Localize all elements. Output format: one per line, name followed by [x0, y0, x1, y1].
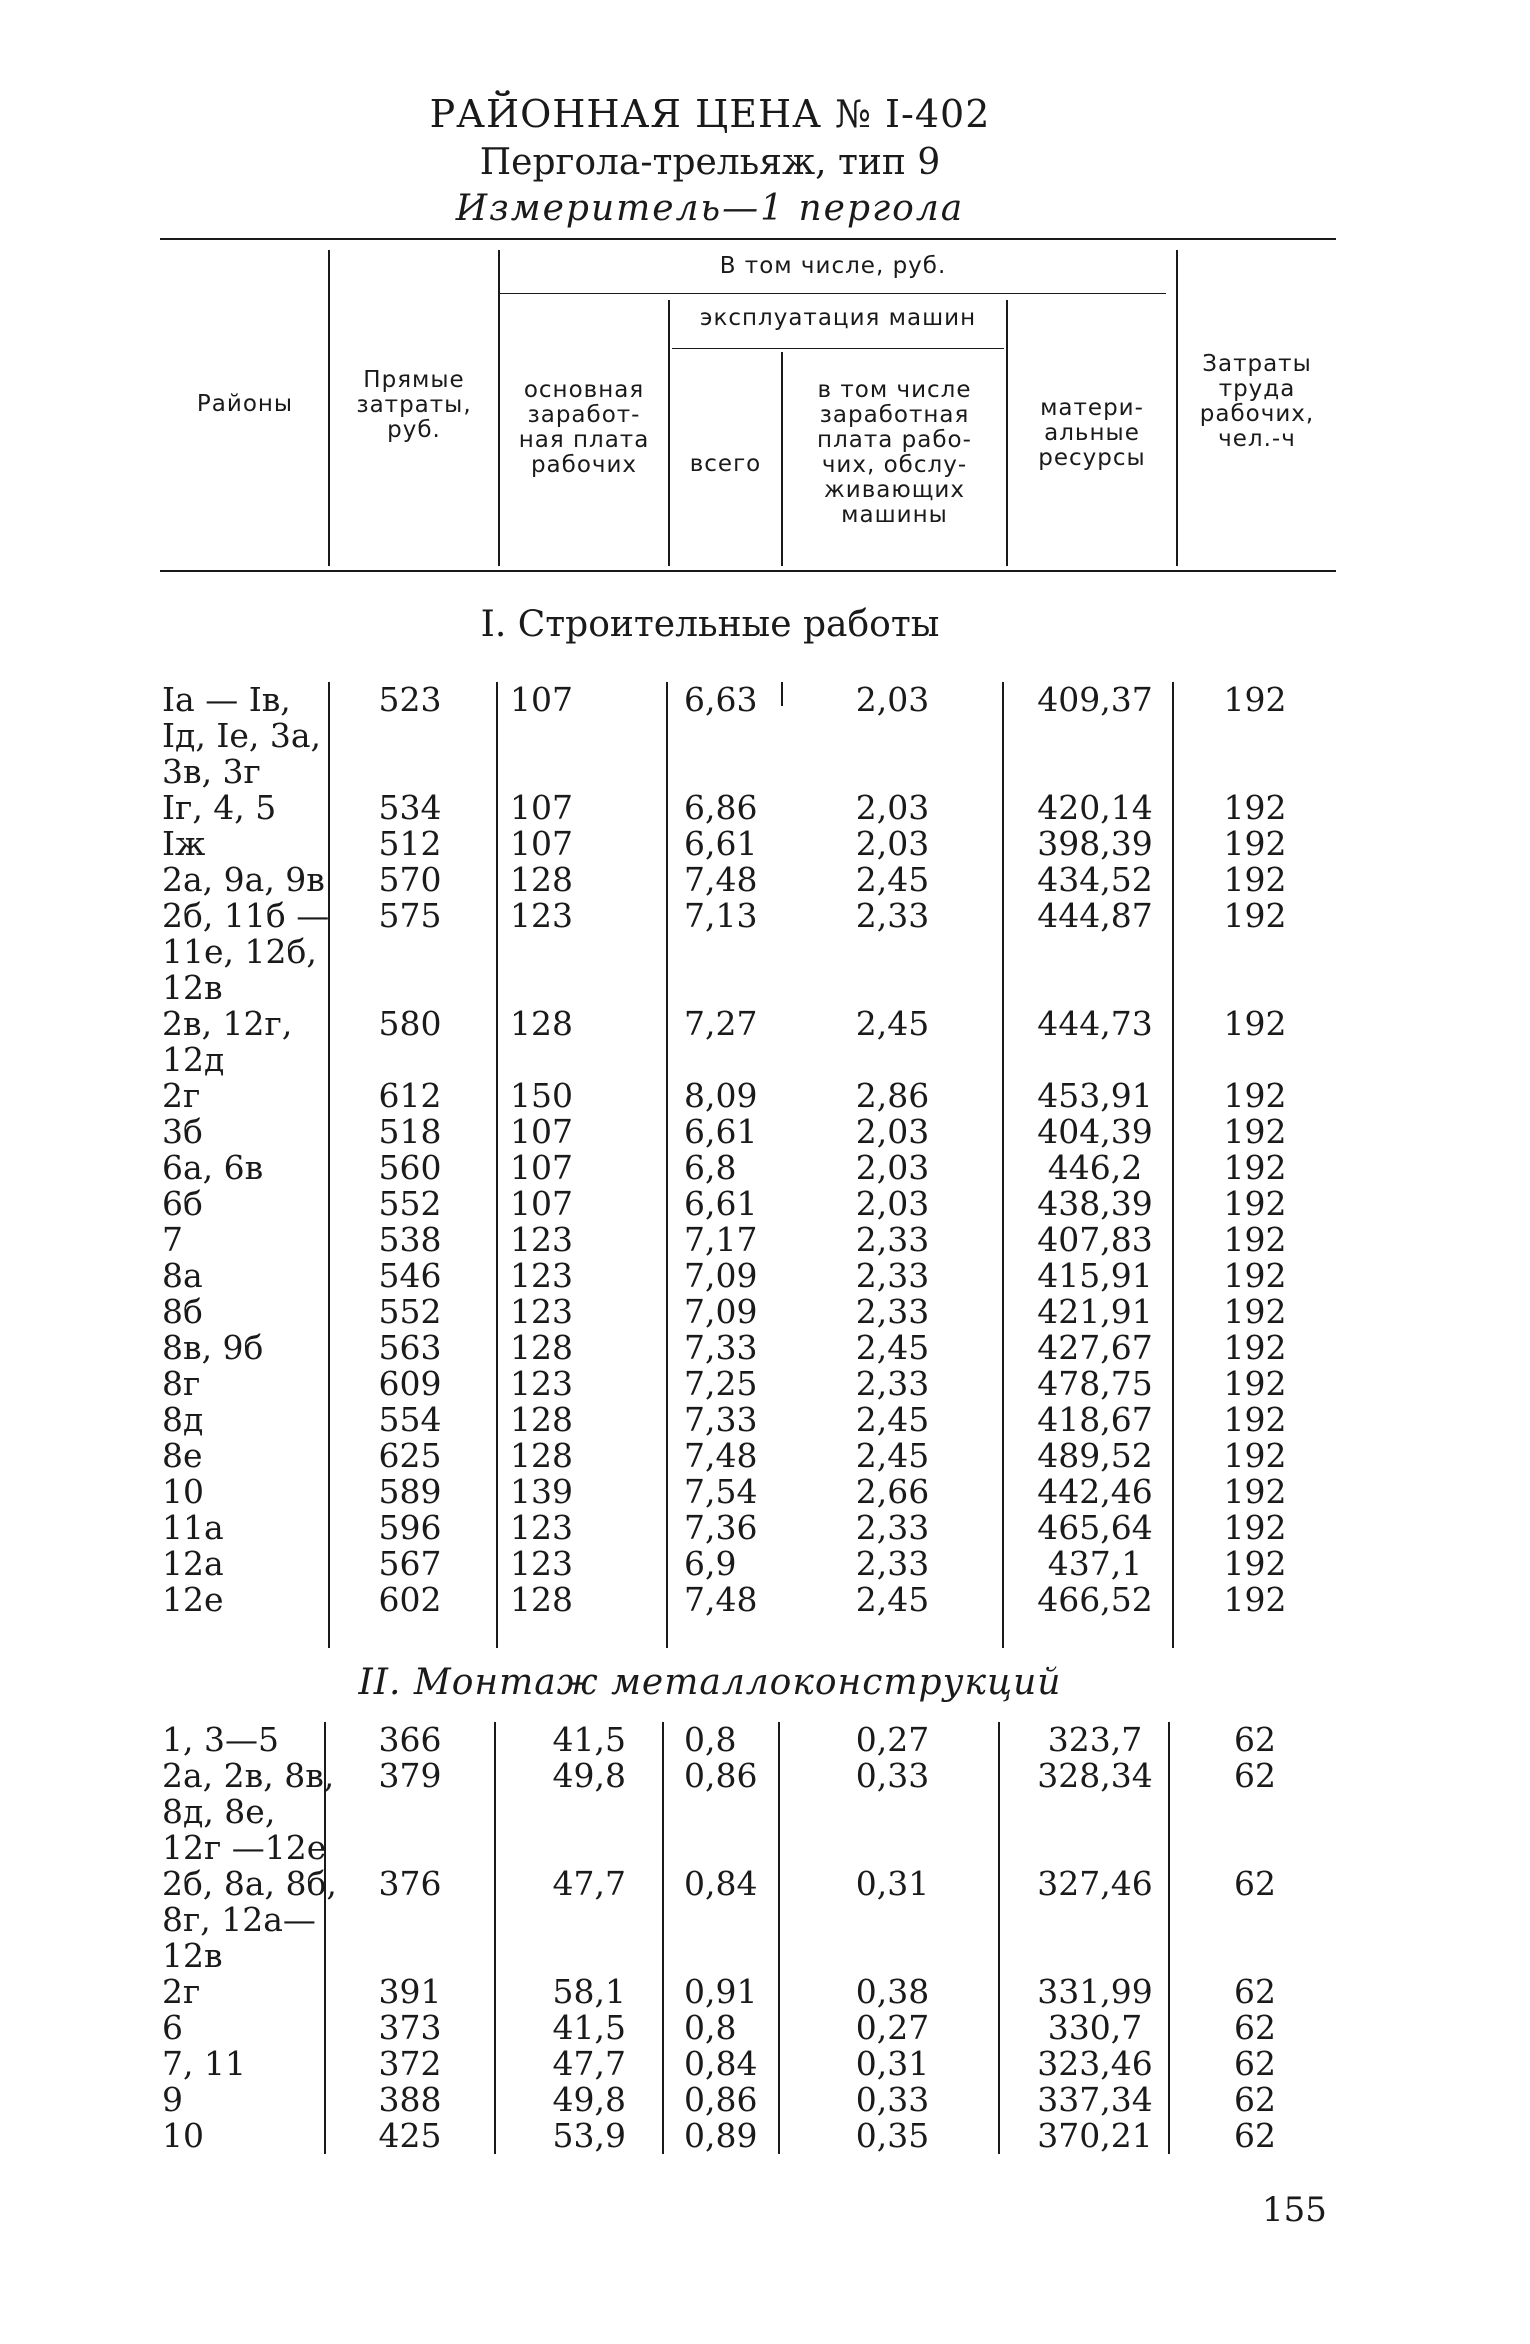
- row-materials: 438,39: [1037, 1184, 1153, 1223]
- row-machine-wage: 2,45: [855, 1400, 930, 1439]
- row-region: 12а: [162, 1544, 224, 1583]
- row-machine-total: 0,84: [684, 1864, 758, 1903]
- col-header-total: всего: [689, 451, 762, 477]
- row-labor: 192: [1223, 1544, 1287, 1583]
- row-labor: 192: [1223, 1364, 1287, 1403]
- body-divider: [666, 682, 668, 1648]
- row-labor: 192: [1223, 1220, 1287, 1259]
- row-region: 2г: [162, 1972, 201, 2011]
- row-region: 1, 3—5: [162, 1720, 279, 1759]
- row-machine-total: 6,61: [684, 1184, 758, 1223]
- row-region: 2г: [162, 1076, 201, 1115]
- row-region: 6: [162, 2008, 183, 2047]
- row-region: 6б: [162, 1184, 203, 1223]
- row-machine-total: 7,33: [684, 1328, 758, 1367]
- row-region: 9: [162, 2080, 183, 2119]
- row-wage: 150: [510, 1076, 573, 1115]
- page-title: РАЙОННАЯ ЦЕНА № I-402: [429, 92, 991, 136]
- row-region: 3б: [162, 1112, 203, 1151]
- row-materials: 466,52: [1037, 1580, 1153, 1619]
- row-direct-cost: 570: [378, 860, 442, 899]
- row-wage: 139: [510, 1472, 573, 1511]
- row-machine-total: 6,86: [684, 788, 758, 827]
- row-direct-cost: 563: [378, 1328, 442, 1367]
- row-region: 8г: [162, 1364, 201, 1403]
- row-labor: 192: [1223, 860, 1287, 899]
- row-materials: 415,91: [1037, 1256, 1153, 1295]
- row-labor: 192: [1223, 1256, 1287, 1295]
- row-labor: 192: [1223, 1184, 1287, 1223]
- row-labor: 192: [1223, 1508, 1287, 1547]
- row-materials: 434,52: [1037, 860, 1153, 899]
- col-header-including: В том числе, руб.: [719, 253, 947, 279]
- row-direct-cost: 534: [378, 788, 442, 827]
- row-machine-total: 0,8: [684, 2008, 737, 2047]
- row-labor: 192: [1223, 1292, 1287, 1331]
- row-machine-wage: 2,33: [855, 896, 930, 935]
- row-wage: 128: [510, 1580, 573, 1619]
- row-materials: 323,46: [1037, 2044, 1153, 2083]
- row-machine-wage: 0,31: [855, 2044, 930, 2083]
- row-machine-wage: 0,38: [855, 1972, 930, 2011]
- row-materials: 446,2: [1047, 1148, 1143, 1187]
- row-wage: 123: [510, 1292, 573, 1331]
- row-direct-cost: 589: [378, 1472, 442, 1511]
- row-labor: 192: [1223, 1112, 1287, 1151]
- row-machine-total: 0,89: [684, 2116, 758, 2155]
- row-region: 8б: [162, 1292, 203, 1331]
- row-materials: 407,83: [1037, 1220, 1153, 1259]
- row-machine-total: 0,86: [684, 2080, 758, 2119]
- row-direct-cost: 372: [378, 2044, 442, 2083]
- row-direct-cost: 575: [378, 896, 442, 935]
- row-materials: 327,46: [1037, 1864, 1153, 1903]
- row-machine-wage: 2,33: [855, 1544, 930, 1583]
- row-machine-wage: 0,27: [855, 2008, 930, 2047]
- body-divider: [496, 682, 498, 1648]
- row-machine-wage: 2,33: [855, 1364, 930, 1403]
- row-machine-total: 7,27: [684, 1004, 758, 1043]
- row-machine-total: 8,09: [684, 1076, 758, 1115]
- row-materials: 370,21: [1037, 2116, 1153, 2155]
- including-rule: [500, 293, 1166, 294]
- body-divider: [494, 1722, 496, 2154]
- row-region: 7, 11: [162, 2044, 246, 2083]
- row-labor: 62: [1234, 2116, 1276, 2155]
- row-machine-wage: 2,03: [855, 680, 930, 719]
- row-region: 2б, 11б — 11е, 12б, 12в: [162, 896, 330, 1007]
- col-header-labor: Затраты труда рабочих, чел.-ч: [1199, 351, 1315, 452]
- row-materials: 437,1: [1047, 1544, 1143, 1583]
- row-labor: 62: [1234, 1864, 1276, 1903]
- row-machine-total: 0,91: [684, 1972, 758, 2011]
- row-labor: 192: [1223, 1004, 1287, 1043]
- row-direct-cost: 546: [378, 1256, 442, 1295]
- row-region: 8в, 9б: [162, 1328, 264, 1367]
- page-subtitle: Пергола-трельяж, тип 9: [479, 142, 941, 183]
- row-wage: 123: [510, 1508, 573, 1547]
- body-divider: [662, 1722, 664, 2154]
- table-top-rule: [160, 238, 1336, 240]
- row-direct-cost: 609: [378, 1364, 442, 1403]
- header-divider: [668, 300, 670, 566]
- row-materials: 489,52: [1037, 1436, 1153, 1475]
- row-region: 2а, 9а, 9в: [162, 860, 325, 899]
- row-materials: 444,73: [1037, 1004, 1153, 1043]
- row-region: 2в, 12г, 12д: [162, 1004, 293, 1079]
- row-machine-wage: 2,45: [855, 1436, 930, 1475]
- row-labor: 192: [1223, 896, 1287, 935]
- row-direct-cost: 612: [378, 1076, 442, 1115]
- row-wage: 53,9: [552, 2116, 626, 2155]
- row-direct-cost: 552: [378, 1184, 442, 1223]
- row-machine-total: 6,63: [684, 680, 758, 719]
- row-wage: 128: [510, 1436, 573, 1475]
- row-wage: 107: [510, 1148, 573, 1187]
- row-materials: 420,14: [1037, 788, 1153, 827]
- row-machine-wage: 2,33: [855, 1256, 930, 1295]
- row-materials: 418,67: [1037, 1400, 1153, 1439]
- body-divider: [1172, 682, 1174, 1648]
- row-region: 2б, 8а, 8б, 8г, 12а— 12в: [162, 1864, 337, 1975]
- row-materials: 398,39: [1037, 824, 1153, 863]
- row-machine-total: 0,86: [684, 1756, 758, 1795]
- row-materials: 453,91: [1037, 1076, 1153, 1115]
- row-direct-cost: 538: [378, 1220, 442, 1259]
- row-machine-total: 7,09: [684, 1292, 758, 1331]
- row-labor: 192: [1223, 1436, 1287, 1475]
- row-materials: 427,67: [1037, 1328, 1153, 1367]
- row-wage: 107: [510, 1184, 573, 1223]
- row-region: 7: [162, 1220, 183, 1259]
- row-labor: 192: [1223, 680, 1287, 719]
- row-direct-cost: 379: [378, 1756, 442, 1795]
- row-wage: 128: [510, 1004, 573, 1043]
- row-machine-total: 7,54: [684, 1472, 758, 1511]
- row-materials: 465,64: [1037, 1508, 1153, 1547]
- row-machine-total: 7,48: [684, 860, 758, 899]
- row-machine-wage: 0,31: [855, 1864, 930, 1903]
- row-machine-total: 7,09: [684, 1256, 758, 1295]
- col-header-wage: основная заработ- ная плата рабочих: [518, 377, 650, 478]
- row-machine-wage: 2,45: [855, 1580, 930, 1619]
- row-labor: 192: [1223, 788, 1287, 827]
- row-machine-total: 7,25: [684, 1364, 758, 1403]
- row-wage: 123: [510, 1364, 573, 1403]
- row-wage: 41,5: [552, 1720, 626, 1759]
- col-header-machines: эксплуатация машин: [699, 305, 977, 331]
- body-divider: [1002, 682, 1004, 1648]
- row-materials: 478,75: [1037, 1364, 1153, 1403]
- row-machine-total: 6,61: [684, 824, 758, 863]
- col-header-machine-wage: в том числе заработная плата рабо- чих, обслу- живающих машины: [817, 377, 972, 528]
- row-machine-wage: 2,45: [855, 860, 930, 899]
- row-machine-total: 7,36: [684, 1508, 758, 1547]
- row-region: 8а: [162, 1256, 203, 1295]
- machines-rule: [672, 348, 1004, 349]
- row-direct-cost: 596: [378, 1508, 442, 1547]
- row-machine-wage: 0,27: [855, 1720, 930, 1759]
- row-machine-total: 6,8: [684, 1148, 737, 1187]
- row-direct-cost: 366: [378, 1720, 442, 1759]
- row-machine-wage: 2,86: [855, 1076, 930, 1115]
- row-wage: 123: [510, 896, 573, 935]
- row-wage: 49,8: [552, 1756, 626, 1795]
- row-region: Iг, 4, 5: [162, 788, 277, 827]
- row-materials: 421,91: [1037, 1292, 1153, 1331]
- row-machine-total: 7,17: [684, 1220, 758, 1259]
- row-region: 10: [162, 2116, 204, 2155]
- row-machine-total: 7,48: [684, 1436, 758, 1475]
- row-direct-cost: 425: [378, 2116, 442, 2155]
- row-machine-wage: 2,03: [855, 1184, 930, 1223]
- row-direct-cost: 567: [378, 1544, 442, 1583]
- row-materials: 404,39: [1037, 1112, 1153, 1151]
- row-machine-total: 7,48: [684, 1580, 758, 1619]
- row-direct-cost: 523: [378, 680, 442, 719]
- row-materials: 409,37: [1037, 680, 1153, 719]
- row-machine-wage: 2,03: [855, 788, 930, 827]
- row-materials: 323,7: [1047, 1720, 1143, 1759]
- row-wage: 107: [510, 1112, 573, 1151]
- measure-unit: Измеритель—1 пергола: [455, 188, 965, 229]
- row-labor: 192: [1223, 1148, 1287, 1187]
- row-machine-wage: 2,03: [855, 824, 930, 863]
- row-wage: 47,7: [552, 1864, 626, 1903]
- row-wage: 128: [510, 1400, 573, 1439]
- row-wage: 123: [510, 1256, 573, 1295]
- row-labor: 62: [1234, 2044, 1276, 2083]
- row-wage: 58,1: [552, 1972, 626, 2011]
- row-wage: 107: [510, 824, 573, 863]
- row-materials: 442,46: [1037, 1472, 1153, 1511]
- row-materials: 328,34: [1037, 1756, 1153, 1795]
- row-direct-cost: 518: [378, 1112, 442, 1151]
- row-machine-wage: 2,45: [855, 1004, 930, 1043]
- row-direct-cost: 554: [378, 1400, 442, 1439]
- row-labor: 192: [1223, 1400, 1287, 1439]
- row-labor: 192: [1223, 1580, 1287, 1619]
- row-materials: 337,34: [1037, 2080, 1153, 2119]
- row-machine-total: 0,84: [684, 2044, 758, 2083]
- row-wage: 107: [510, 788, 573, 827]
- section-title-construction: I. Строительные работы: [480, 604, 940, 645]
- row-direct-cost: 512: [378, 824, 442, 863]
- row-region: Iж: [162, 824, 206, 863]
- page-number: 155: [1262, 2190, 1327, 2230]
- row-wage: 41,5: [552, 2008, 626, 2047]
- row-machine-wage: 0,33: [855, 2080, 930, 2119]
- col-header-direct: Прямые затраты, руб.: [356, 367, 472, 443]
- row-machine-total: 6,61: [684, 1112, 758, 1151]
- row-labor: 62: [1234, 1972, 1276, 2011]
- row-labor: 192: [1223, 824, 1287, 863]
- row-machine-wage: 2,03: [855, 1148, 930, 1187]
- row-wage: 123: [510, 1544, 573, 1583]
- row-labor: 62: [1234, 1720, 1276, 1759]
- row-labor: 62: [1234, 2080, 1276, 2119]
- row-wage: 107: [510, 680, 573, 719]
- col-header-materials: матери- альные ресурсы: [1038, 395, 1146, 471]
- row-labor: 192: [1223, 1076, 1287, 1115]
- row-region: 8д: [162, 1400, 204, 1439]
- row-direct-cost: 552: [378, 1292, 442, 1331]
- row-region: Iа — Iв, Iд, Iе, 3а, 3в, 3г: [162, 680, 322, 791]
- row-direct-cost: 376: [378, 1864, 442, 1903]
- row-machine-total: 7,13: [684, 896, 758, 935]
- row-materials: 444,87: [1037, 896, 1153, 935]
- row-region: 8е: [162, 1436, 203, 1475]
- row-direct-cost: 560: [378, 1148, 442, 1187]
- body-divider: [998, 1722, 1000, 2154]
- table-header-bottom-rule: [160, 570, 1336, 572]
- row-machine-total: 7,33: [684, 1400, 758, 1439]
- row-wage: 47,7: [552, 2044, 626, 2083]
- row-labor: 62: [1234, 1756, 1276, 1795]
- row-direct-cost: 373: [378, 2008, 442, 2047]
- row-wage: 128: [510, 1328, 573, 1367]
- row-wage: 123: [510, 1220, 573, 1259]
- row-machine-total: 6,9: [684, 1544, 737, 1583]
- row-materials: 330,7: [1047, 2008, 1143, 2047]
- row-region: 12е: [162, 1580, 224, 1619]
- row-machine-wage: 2,33: [855, 1292, 930, 1331]
- row-region: 6а, 6в: [162, 1148, 264, 1187]
- row-region: 2а, 2в, 8в, 8д, 8е, 12г —12е: [162, 1756, 335, 1867]
- row-direct-cost: 580: [378, 1004, 442, 1043]
- row-machine-wage: 2,03: [855, 1112, 930, 1151]
- row-machine-wage: 2,33: [855, 1220, 930, 1259]
- row-machine-wage: 2,45: [855, 1328, 930, 1367]
- row-wage: 128: [510, 860, 573, 899]
- row-direct-cost: 602: [378, 1580, 442, 1619]
- row-region: 11а: [162, 1508, 224, 1547]
- row-labor: 192: [1223, 1472, 1287, 1511]
- row-direct-cost: 625: [378, 1436, 442, 1475]
- row-machine-wage: 0,33: [855, 1756, 930, 1795]
- row-labor: 192: [1223, 1328, 1287, 1367]
- row-machine-wage: 2,33: [855, 1508, 930, 1547]
- row-machine-wage: 2,66: [855, 1472, 930, 1511]
- row-direct-cost: 388: [378, 2080, 442, 2119]
- row-labor: 62: [1234, 2008, 1276, 2047]
- row-region: 10: [162, 1472, 204, 1511]
- row-machine-wage: 0,35: [855, 2116, 930, 2155]
- row-wage: 49,8: [552, 2080, 626, 2119]
- col-header-regions: Районы: [196, 391, 294, 417]
- row-machine-total: 0,8: [684, 1720, 737, 1759]
- section-title-metal: II. Монтаж металлоконструкций: [358, 1662, 1062, 1703]
- row-direct-cost: 391: [378, 1972, 442, 2011]
- row-materials: 331,99: [1037, 1972, 1153, 2011]
